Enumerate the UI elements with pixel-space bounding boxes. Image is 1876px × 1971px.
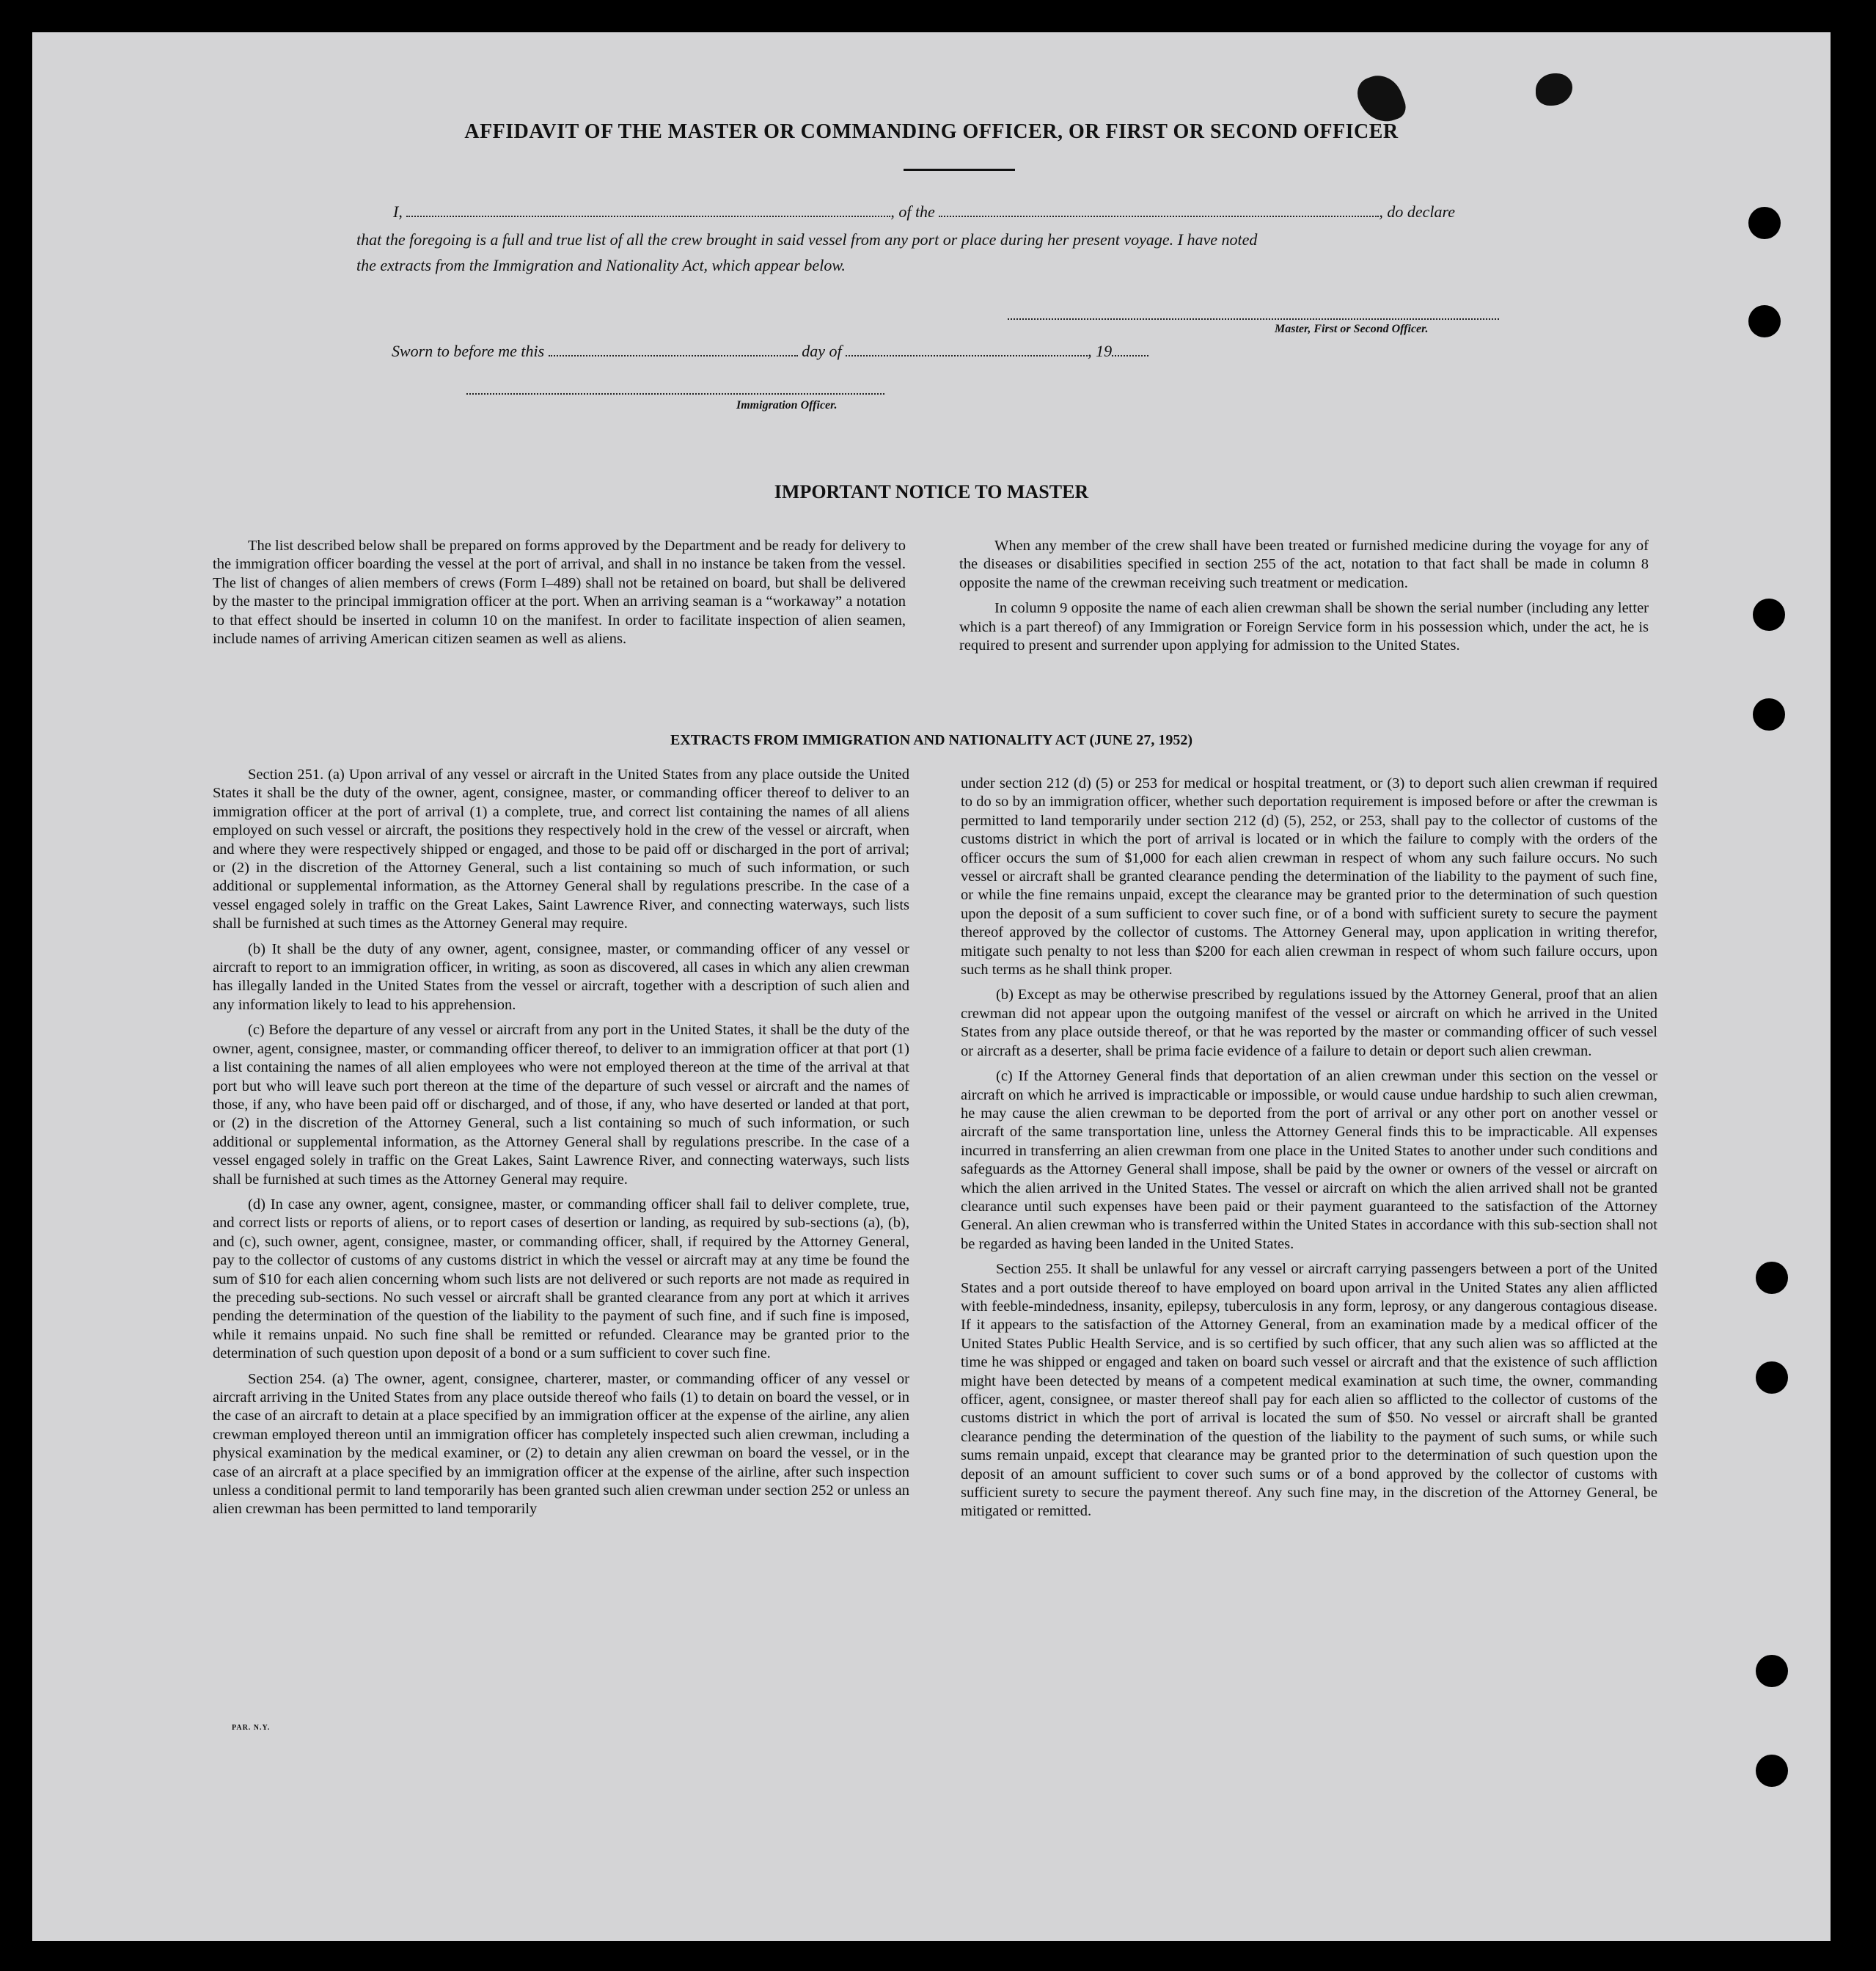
statute-paragraph: Section 254. (a) The owner, agent, consignee, charterer, master, or commanding officer of any vessel or aircraft arriving in the United States from any place outside thereof who fails (1) to detain on board the vessel, or in the case of an aircraft to detain at a place specified by an immigration officer at the expense of the airline, any alien crewman employed thereon until an immigration officer has completely inspected such alien crewman, including a physical examination by the medical examiner, or (2) to detain any alien crewman on board the vessel, or in the case of an aircraft at a place specified by an immigration officer at the expense of the airline, after such inspection unless a conditional permit to land temporarily has been granted such alien crewman under section 252 or unless an alien crewman has been permitted to land temporarily xyxy=(213,1370,909,1518)
vessel-field[interactable] xyxy=(939,202,1379,217)
title-rule xyxy=(904,169,1015,171)
statute-paragraph: under section 212 (d) (5) or 253 for medical or hospital treatment, or (3) to deport such alien crewman if required to do so by an immigration officer, whether such deportation requirement is imposed before or after the crewman is permitted to land temporarily under section 212 (d) (5), 252, or 253, shall pay to the collector of customs of the customs district in which the port of arrival is located or in which the failure to comply with the orders of the officer occurs the sum of $1,000 for each alien crewman in respect of whom any such failure occurs. No such vessel or aircraft shall be granted clearance pending the determination of the liability to the payment of such fine, or while the fine remains unpaid, except the clearance may be granted prior to the determination of such question upon the deposit of a sum sufficient to cover such fine, or of a bond with sufficient surety to secure the payment thereof approved by the collector of customs. The Attorney General may, upon application in writing therefor, mitigate such penalty to not less than $200 for each alien crewman in respect of whom such failure occurs, upon such terms as he shall think proper. xyxy=(961,775,1657,979)
notice-paragraph: When any member of the crew shall have been treated or furnished medicine during the voyage for any of the diseases or disabilities specified in section 255 of the act, notation to that fact shall be made in column 8 opposite the name of the crewman receiving such treatment or medication. xyxy=(959,538,1649,591)
of-the-label: , of the xyxy=(890,202,935,221)
i-label: I, xyxy=(393,202,403,221)
ink-blot-mark xyxy=(1536,73,1572,106)
statute-paragraph: (d) In case any owner, agent, consignee, master, or commanding officer shall fail to deliver complete, true, and correct lists or reports of aliens, or to report cases of desertion or landing, as required by sub-sections (a), (b), and (c), such owner, agent, consignee, master, or commanding officer, shall, if required by the Attorney General, pay to the collector of customs of any customs district in which the vessel or aircraft may at any time be found the sum of $10 for each alien concerning whom such lists are not delivered or such reports are not made as required in the preceding sub-sections. No such vessel or aircraft shall be granted clearance from any port at which it arrives pending the determination of the question of the liability to the payment of such fine, and if such fine is imposed, while it remains unpaid. No such fine shall be remitted or refunded. Clearance may be granted prior to the determination of such question upon deposit of a bond or a sum sufficient to cover such fine. xyxy=(213,1196,909,1362)
punch-hole xyxy=(1756,1755,1788,1787)
punch-hole xyxy=(1748,207,1781,239)
notice-paragraph: In column 9 opposite the name of each alien crewman shall be shown the serial number (including any letter which is a part thereof) of any Immigration or Foreign Service form in his possession which, under the act, he is required to present and surrender upon applying for admission to the United States. xyxy=(959,600,1649,654)
punch-hole xyxy=(1748,305,1781,337)
notice-right-column xyxy=(959,537,1649,655)
declaration-text-1: that the foregoing is a full and true list of all the crew brought in said vessel from any port or place during her present voyage. I have noted xyxy=(356,230,1258,249)
extracts-right-column xyxy=(961,775,1657,1521)
punch-hole xyxy=(1753,599,1785,631)
punch-hole xyxy=(1756,1262,1788,1294)
statute-paragraph: (b) It shall be the duty of any owner, agent, consignee, master, or commanding officer of any vessel or aircraft to report to an immigration officer, in writing, as soon as discovered, all cases in which any alien crewman has illegally landed in the United States from the vessel or aircraft, together with a description of such alien and any information likely to lead to his apprehension. xyxy=(213,940,909,1013)
document-page xyxy=(32,32,1831,1941)
statute-paragraph: (c) Before the departure of any vessel or aircraft from any port in the United States, it shall be the duty of the owner, agent, consignee, master, or commanding officer thereof, to deliver to an immigration officer at that port (1) a list containing the names of all alien employees who were not employed thereon at the time of the arrival at that port but who will leave such port thereon at the time of the departure of such vessel or aircraft and the names of those, if any, who have been paid off or discharged, and of those, if any, who have deserted or landed at that port, or (2) in the discretion of the Attorney General, such a list containing so much of such information, or such additional or supplemental information, as the Attorney General shall by regulations prescribe. In the case of a vessel engaged solely in traffic on the Great Lakes, Saint Lawrence River, and connecting waterways, such lists shall be furnished at such times as the Attorney General may require. xyxy=(213,1022,909,1188)
statute-paragraph: Section 251. (a) Upon arrival of any vessel or aircraft in the United States from any place outside the United States it shall be the duty of the owner, agent, consignee, master, or commanding officer thereof to deliver to an immigration officer at the port of arrival (1) a complete, true, and correct list containing the names of all aliens employed on such vessel or aircraft, the positions they respectively hold in the crew of the vessel or aircraft, when and where they were respectively shipped or engaged, and those to be paid off or discharged in the port of arrival; or (2) in the discretion of the Attorney General, such a list containing so much of such information, or such additional or supplemental information, as the Attorney General shall by regulations prescribe. In the case of a vessel engaged solely in traffic on the Great Lakes, Saint Lawrence River, and connecting waterways, such lists shall be furnished at such times as the Attorney General may require. xyxy=(213,767,909,932)
declaration-text-2: the extracts from the Immigration and Nationality Act, which appear below. xyxy=(356,256,846,274)
master-signature-line[interactable] xyxy=(1008,318,1499,320)
sworn-line xyxy=(392,342,1272,361)
punch-hole xyxy=(1753,698,1785,731)
statute-paragraph: (c) If the Attorney General finds that deportation of an alien crewman under this section on the vessel or aircraft on which he arrived is impracticable or impossible, or would cause undue hardship to such alien crewman, he may cause the alien crewman to be deported from the port of arrival or any other port on another vessel or aircraft of the same transportation line, unless the Attorney General finds this to be impracticable. All expenses incurred in transferring an alien crewman from one place in the United States to another under such conditions and safeguards as the Attorney General shall impose, shall be paid by the owner or owners of the vessel or aircraft on which the alien arrived in the United States. The vessel or aircraft on which the alien arrived shall not be granted clearance until such expenses have been paid or their payment guaranteed to the satisfaction of the Attorney General. An alien crewman who is transferred within the United States in accordance with this sub-section shall not be regarded as having been landed in the United States. xyxy=(961,1068,1657,1252)
sworn-month-field[interactable] xyxy=(846,342,1088,356)
notice-paragraph: The list described below shall be prepared on forms approved by the Department and be ready for delivery to the immigration officer boarding the vessel at the port of arrival, and shall in no instance be taken from the vessel. The list of changes of alien members of crews (Form I–489) shall not be retained on board, but shall be delivered by the master to the principal immigration officer at the port. When an arriving seaman is a “workaway” a notation to that effect should be inserted in column 10 on the manifest. In order to facilitate inspection of alien seamen, include names of arriving American citizen seamen as well as aliens. xyxy=(213,538,906,648)
statute-paragraph: Section 255. It shall be unlawful for any vessel or aircraft carrying passengers between a port of the United States and a port outside thereof to have employed on board upon arrival in the United States any alien afflicted with feeble-mindedness, insanity, epilepsy, tuberculosis in any form, leprosy, or any dangerous contagious disease. If it appears to the satisfaction of the Attorney General, from an examination made by a medical officer of the United States Public Health Service, and is so certified by such officer, that any such alien was so afflicted at the time he was shipped or engaged and taken on board such vessel or aircraft and that the existence of such affliction might have been detected by means of a competent medical examination at such time, the owner, commanding officer, agent, consignee, or master thereof shall pay for each alien so afflicted to the collector of customs of the customs district in which the port of arrival is located the sum of $50. No vessel or aircraft shall be granted clearance pending the determination of the question of the liability to the payment of such sums, or while such sums remain unpaid, except that clearance may be granted prior to the determination of such question upon the deposit of an amount sufficient to cover such sums or of a bond approved by the collector of customs with sufficient surety to secure the payment thereof. Any such fine may, in the discretion of the Attorney General, be mitigated or remitted. xyxy=(961,1261,1657,1520)
do-declare-label: , do declare xyxy=(1379,202,1455,221)
statute-paragraph: (b) Except as may be otherwise prescribed by regulations issued by the Attorney General, proof that an alien crewman did not appear upon the outgoing manifest of the vessel or aircraft on which he arrived in the United States from any place outside thereof, or that he was reported by the master or commanding officer of such vessel or aircraft as a deserter, shall be prima facie evidence of a failure to detain or deport such alien crewman. xyxy=(961,987,1657,1059)
immigration-officer-label: Immigration Officer. xyxy=(736,399,838,412)
sworn-day-field[interactable] xyxy=(549,342,798,356)
punch-hole xyxy=(1756,1361,1788,1394)
affidavit-title: AFFIDAVIT OF THE MASTER OR COMMANDING OFFICER, OR FIRST OR SECOND OFFICER xyxy=(464,120,1399,143)
immigration-officer-signature-line[interactable] xyxy=(466,393,884,395)
sworn-label: Sworn to before me this xyxy=(392,342,545,360)
master-signature-label: Master, First or Second Officer. xyxy=(1275,323,1429,335)
name-field[interactable] xyxy=(406,202,890,217)
notice-title: IMPORTANT NOTICE TO MASTER xyxy=(774,481,1089,502)
extracts-left-column xyxy=(213,766,909,1519)
declaration-line xyxy=(393,202,1530,222)
notice-left-column xyxy=(213,537,906,648)
printer-code: PAR. N.Y. xyxy=(232,1724,271,1732)
day-of-label: day of xyxy=(802,342,842,360)
year-label: , 19 xyxy=(1088,342,1113,360)
punch-hole xyxy=(1756,1655,1788,1687)
sworn-year-field[interactable] xyxy=(1112,342,1148,356)
extracts-title: EXTRACTS FROM IMMIGRATION AND NATIONALITY ACT (JUNE 27, 1952) xyxy=(670,732,1193,748)
